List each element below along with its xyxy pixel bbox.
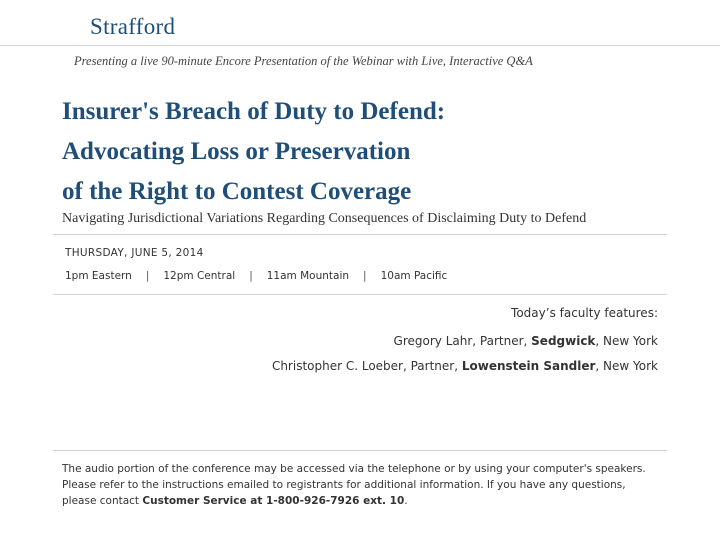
event-times [65, 270, 447, 282]
faculty-name: Gregory Lahr, Partner, [393, 334, 532, 348]
title-line-2: Advocating Loss or Preservation [62, 138, 411, 165]
faculty-location: , New York [595, 359, 658, 373]
presentation-tagline: Presenting a live 90-minute Encore Presentation of the Webinar with Live, Interactive Q&A [74, 54, 533, 68]
faculty-member [394, 334, 658, 348]
audio-instructions [62, 461, 662, 509]
footer-divider [53, 450, 667, 451]
schedule-divider [53, 294, 667, 295]
time-separator: | [145, 270, 150, 282]
title-line-3: of the Right to Contest Coverage [62, 178, 412, 205]
faculty-name: Christopher C. Loeber, Partner, [271, 359, 462, 373]
time-mountain: 11am Mountain [266, 270, 350, 282]
time-pacific: 10am Pacific [380, 270, 448, 282]
time-separator: | [249, 270, 253, 282]
time-central: 12pm Central [163, 270, 236, 282]
time-eastern: 1pm Eastern [65, 270, 132, 282]
event-date: THURSDAY, JUNE 5, 2014 [65, 247, 204, 259]
subtitle-divider [53, 234, 667, 235]
faculty-heading: Today’s faculty features: [511, 306, 658, 320]
customer-service-contact: Customer Service at 1-800-926-7926 ext. 10 [142, 495, 405, 507]
audio-text-end: . [404, 495, 408, 507]
time-separator: | [363, 270, 367, 282]
faculty-firm: Lowenstein Sandler [461, 359, 596, 373]
page-subtitle: Navigating Jurisdictional Variations Regarding Consequences of Disclaiming Duty to Defend [62, 211, 587, 226]
page-title [62, 92, 682, 212]
audio-text: The audio portion of the conference may be accessed via the telephone or by using your computer's speakers. Please refer to the instructions emailed to registrants for additional information. If you have any questions, please contact [62, 463, 646, 507]
header-divider [0, 45, 720, 46]
faculty-firm: Sedgwick [531, 334, 596, 348]
faculty-member [272, 359, 658, 373]
faculty-location: , New York [595, 334, 658, 348]
title-line-1: Insurer's Breach of Duty to Defend: [62, 98, 446, 125]
strafford-logo: Strafford [90, 14, 176, 39]
